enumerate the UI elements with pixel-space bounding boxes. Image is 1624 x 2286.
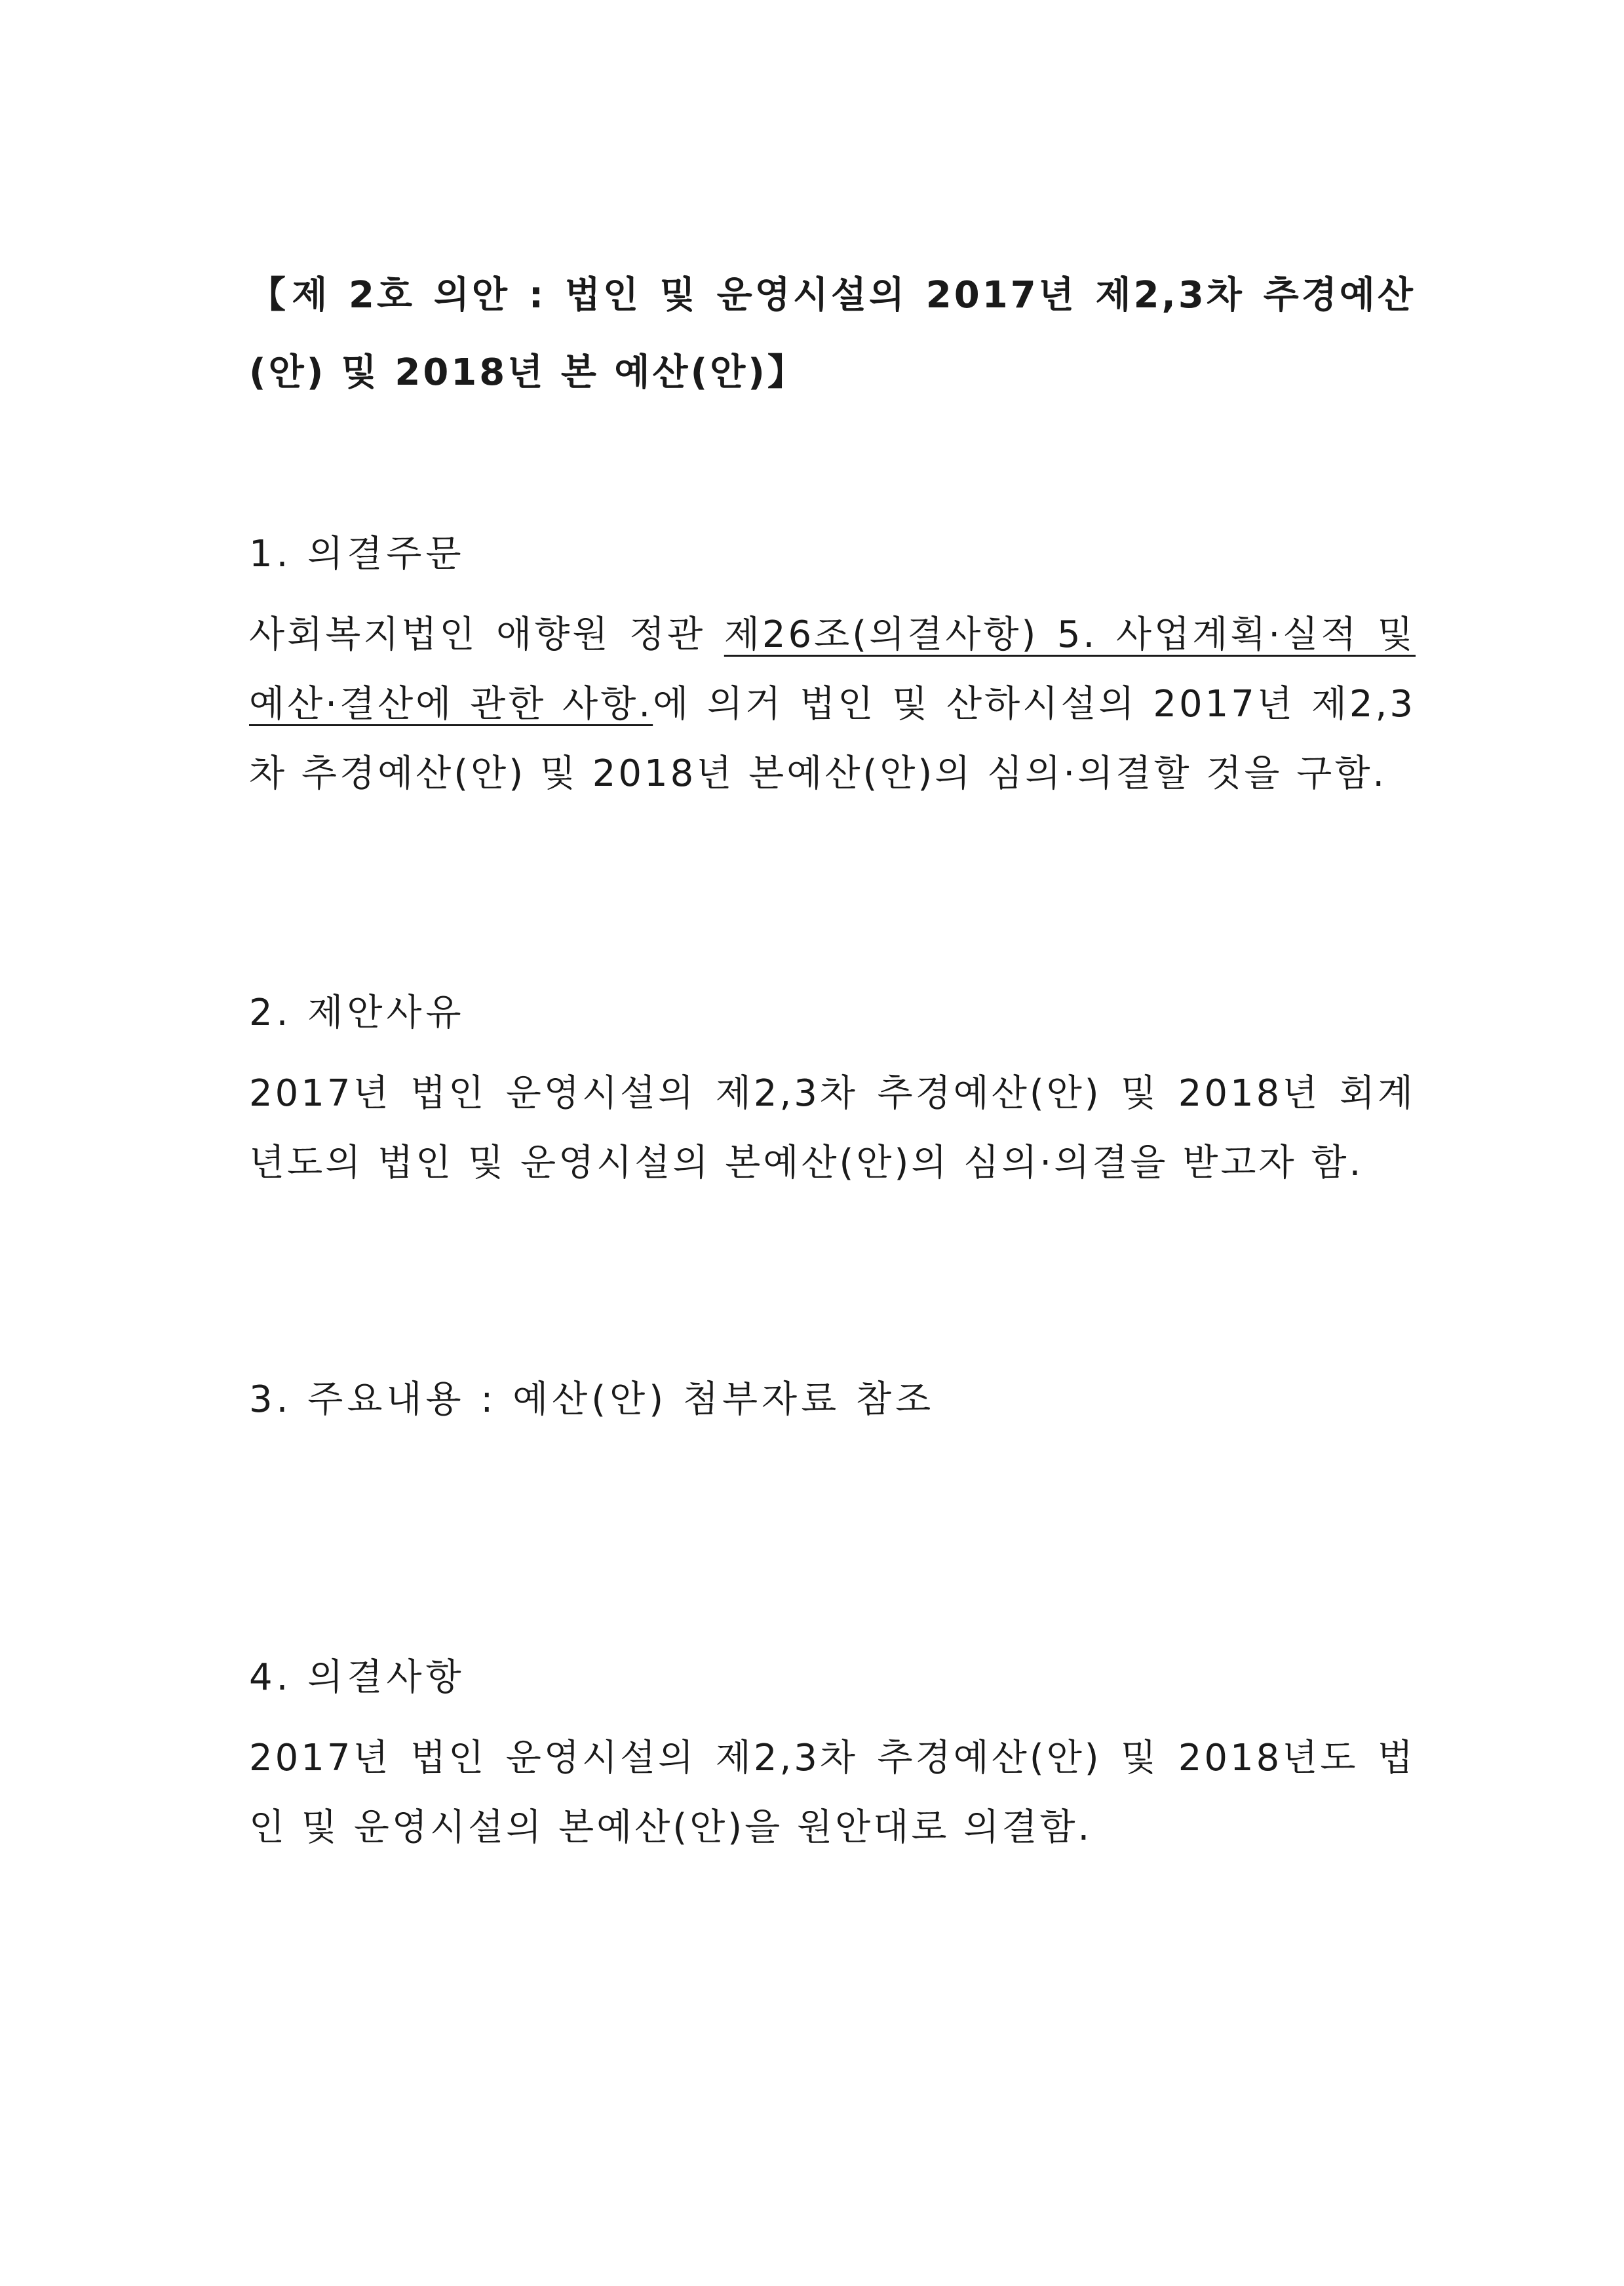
section-heading: 2. 제안사유 <box>249 992 465 1034</box>
section-heading: 3. 주요내용 : 예산(안) 첨부자료 참조 <box>249 1378 935 1421</box>
section-proposal-reason <box>249 988 1416 1198</box>
body-suffix: 에 의거 법인 및 산하시설의 2017년 제2,3차 추경예산(안) 및 2018년 본예산(안)의 심의·의결할 것을 구함. <box>249 683 1416 795</box>
section-resolution-items <box>249 1653 1416 1863</box>
section-main-content <box>249 1375 1416 1446</box>
section-heading: 1. 의결주문 <box>249 533 465 575</box>
body-prefix: 사회복지법인 애향원 정관 <box>249 613 724 656</box>
section-body: 2017년 법인 운영시설의 제2,3차 추경예산(안) 및 2018년 회계년도의 법인 및 운영시설의 본예산(안)의 심의·의결을 받고자 함. <box>249 1072 1416 1184</box>
section-resolution-order <box>249 530 1416 809</box>
section-heading: 4. 의결사항 <box>249 1656 465 1699</box>
section-body <box>249 600 1416 809</box>
articles-reference: 제26조(의결사항) 5. 사업계획·실적 및 예산·결산에 관한 사항. <box>249 613 1416 726</box>
section-body: 2017년 법인 운영시설의 제2,3차 추경예산(안) 및 2018년도 법인 및 운영시설의 본예산(안)을 원안대로 의결함. <box>249 1737 1416 1849</box>
agenda-title: 【제 2호 의안 : 법인 및 운영시설의 2017년 제2,3차 추경예산(안) 및 2018년 본 예산(안)】 <box>249 274 1416 394</box>
